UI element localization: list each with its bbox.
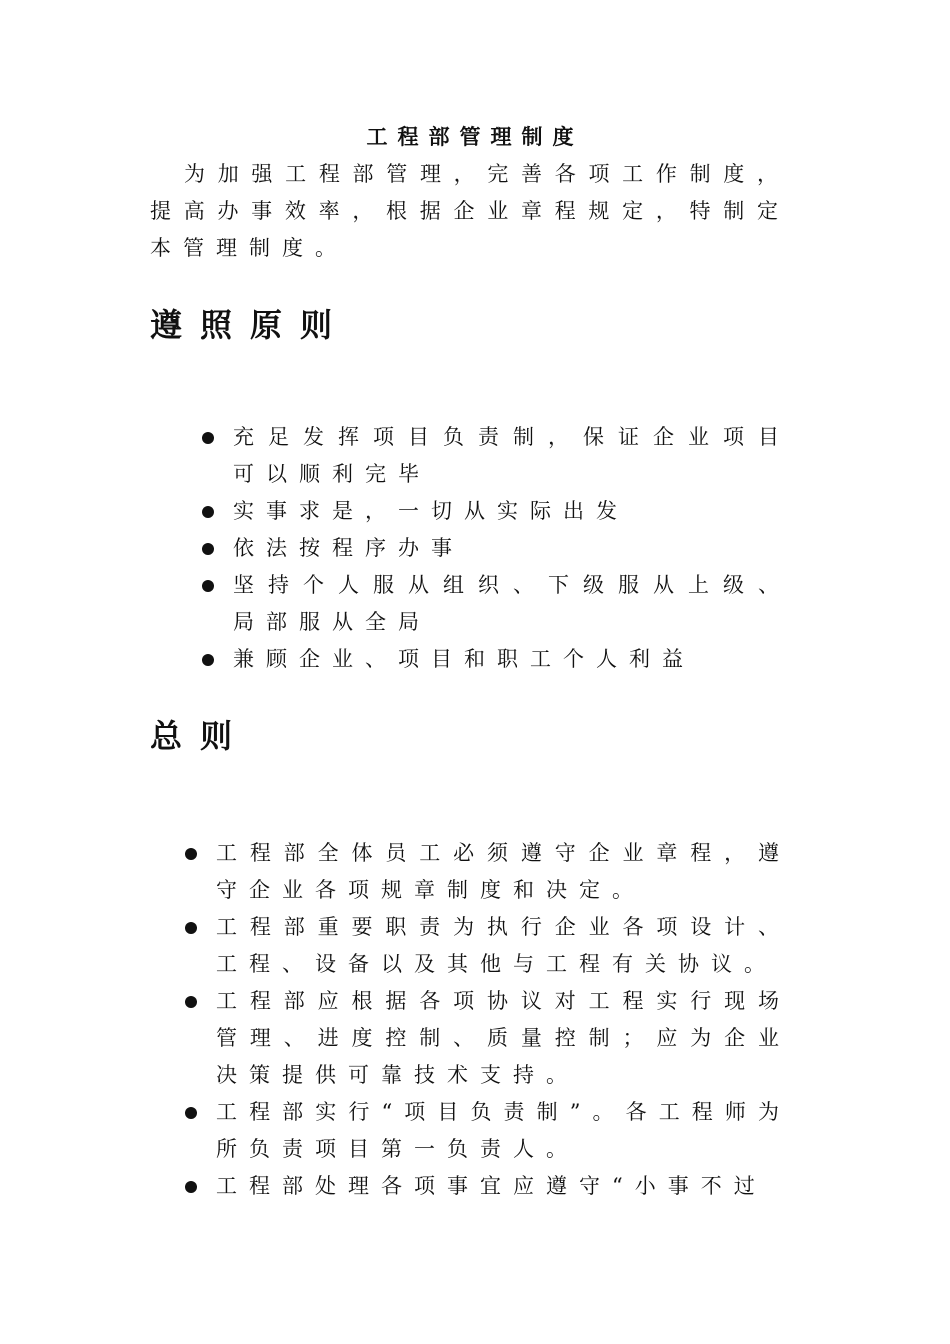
bullet-icon bbox=[185, 1181, 197, 1193]
list-item bbox=[216, 835, 791, 909]
list-item-text: 工程部重要职责为执行企业各项设计、工程、设备以及其他与工程有关协议。 bbox=[216, 915, 791, 976]
bullet-icon bbox=[185, 848, 197, 860]
list-item bbox=[216, 909, 791, 983]
bullet-icon bbox=[185, 1107, 197, 1119]
bullet-icon bbox=[202, 654, 214, 666]
list-item bbox=[233, 641, 791, 678]
list-item-text: 工程部全体员工必须遵守企业章程，遵守企业各项规章制度和决定。 bbox=[216, 841, 791, 902]
bullet-icon bbox=[202, 543, 214, 555]
list-item bbox=[233, 567, 791, 641]
list-item bbox=[233, 419, 791, 493]
intro-paragraph: 为加强工程部管理，完善各项工作制度，提高办事效率，根据企业章程规定，特制定本管理制度。 bbox=[150, 162, 790, 260]
general-rules-list bbox=[216, 835, 791, 1205]
list-item-text: 坚持个人服从组织、下级服从上级、局部服从全局 bbox=[233, 573, 791, 634]
list-item-text: 兼顾企业、项目和职工个人利益 bbox=[233, 647, 695, 671]
principles-list bbox=[233, 419, 791, 678]
bullet-icon bbox=[202, 506, 214, 518]
bullet-icon bbox=[185, 996, 197, 1008]
section-heading-general: 总则 bbox=[150, 717, 251, 755]
list-item-text: 工程部处理各项事宜应遵守“小事不过 bbox=[216, 1174, 767, 1198]
bullet-icon bbox=[185, 922, 197, 934]
list-item-text: 工程部实行“项目负责制”。各工程师为所负责项目第一负责人。 bbox=[216, 1100, 791, 1161]
list-item-text: 依法按程序办事 bbox=[233, 536, 464, 560]
list-item bbox=[233, 530, 791, 567]
list-item-text: 实事求是，一切从实际出发 bbox=[233, 499, 629, 523]
list-item-text: 工程部应根据各项协议对工程实行现场管理、进度控制、质量控制；应为企业决策提供可靠技术支持。 bbox=[216, 989, 791, 1087]
list-item-text: 充足发挥项目负责制，保证企业项目可以顺利完毕 bbox=[233, 425, 791, 486]
list-item bbox=[216, 983, 791, 1094]
list-item bbox=[216, 1094, 791, 1168]
list-item bbox=[216, 1168, 791, 1205]
bullet-icon bbox=[202, 432, 214, 444]
list-item bbox=[233, 493, 791, 530]
document-title: 工程部管理制度 bbox=[366, 124, 584, 149]
bullet-icon bbox=[202, 580, 214, 592]
section-heading-principles: 遵照原则 bbox=[150, 306, 351, 344]
